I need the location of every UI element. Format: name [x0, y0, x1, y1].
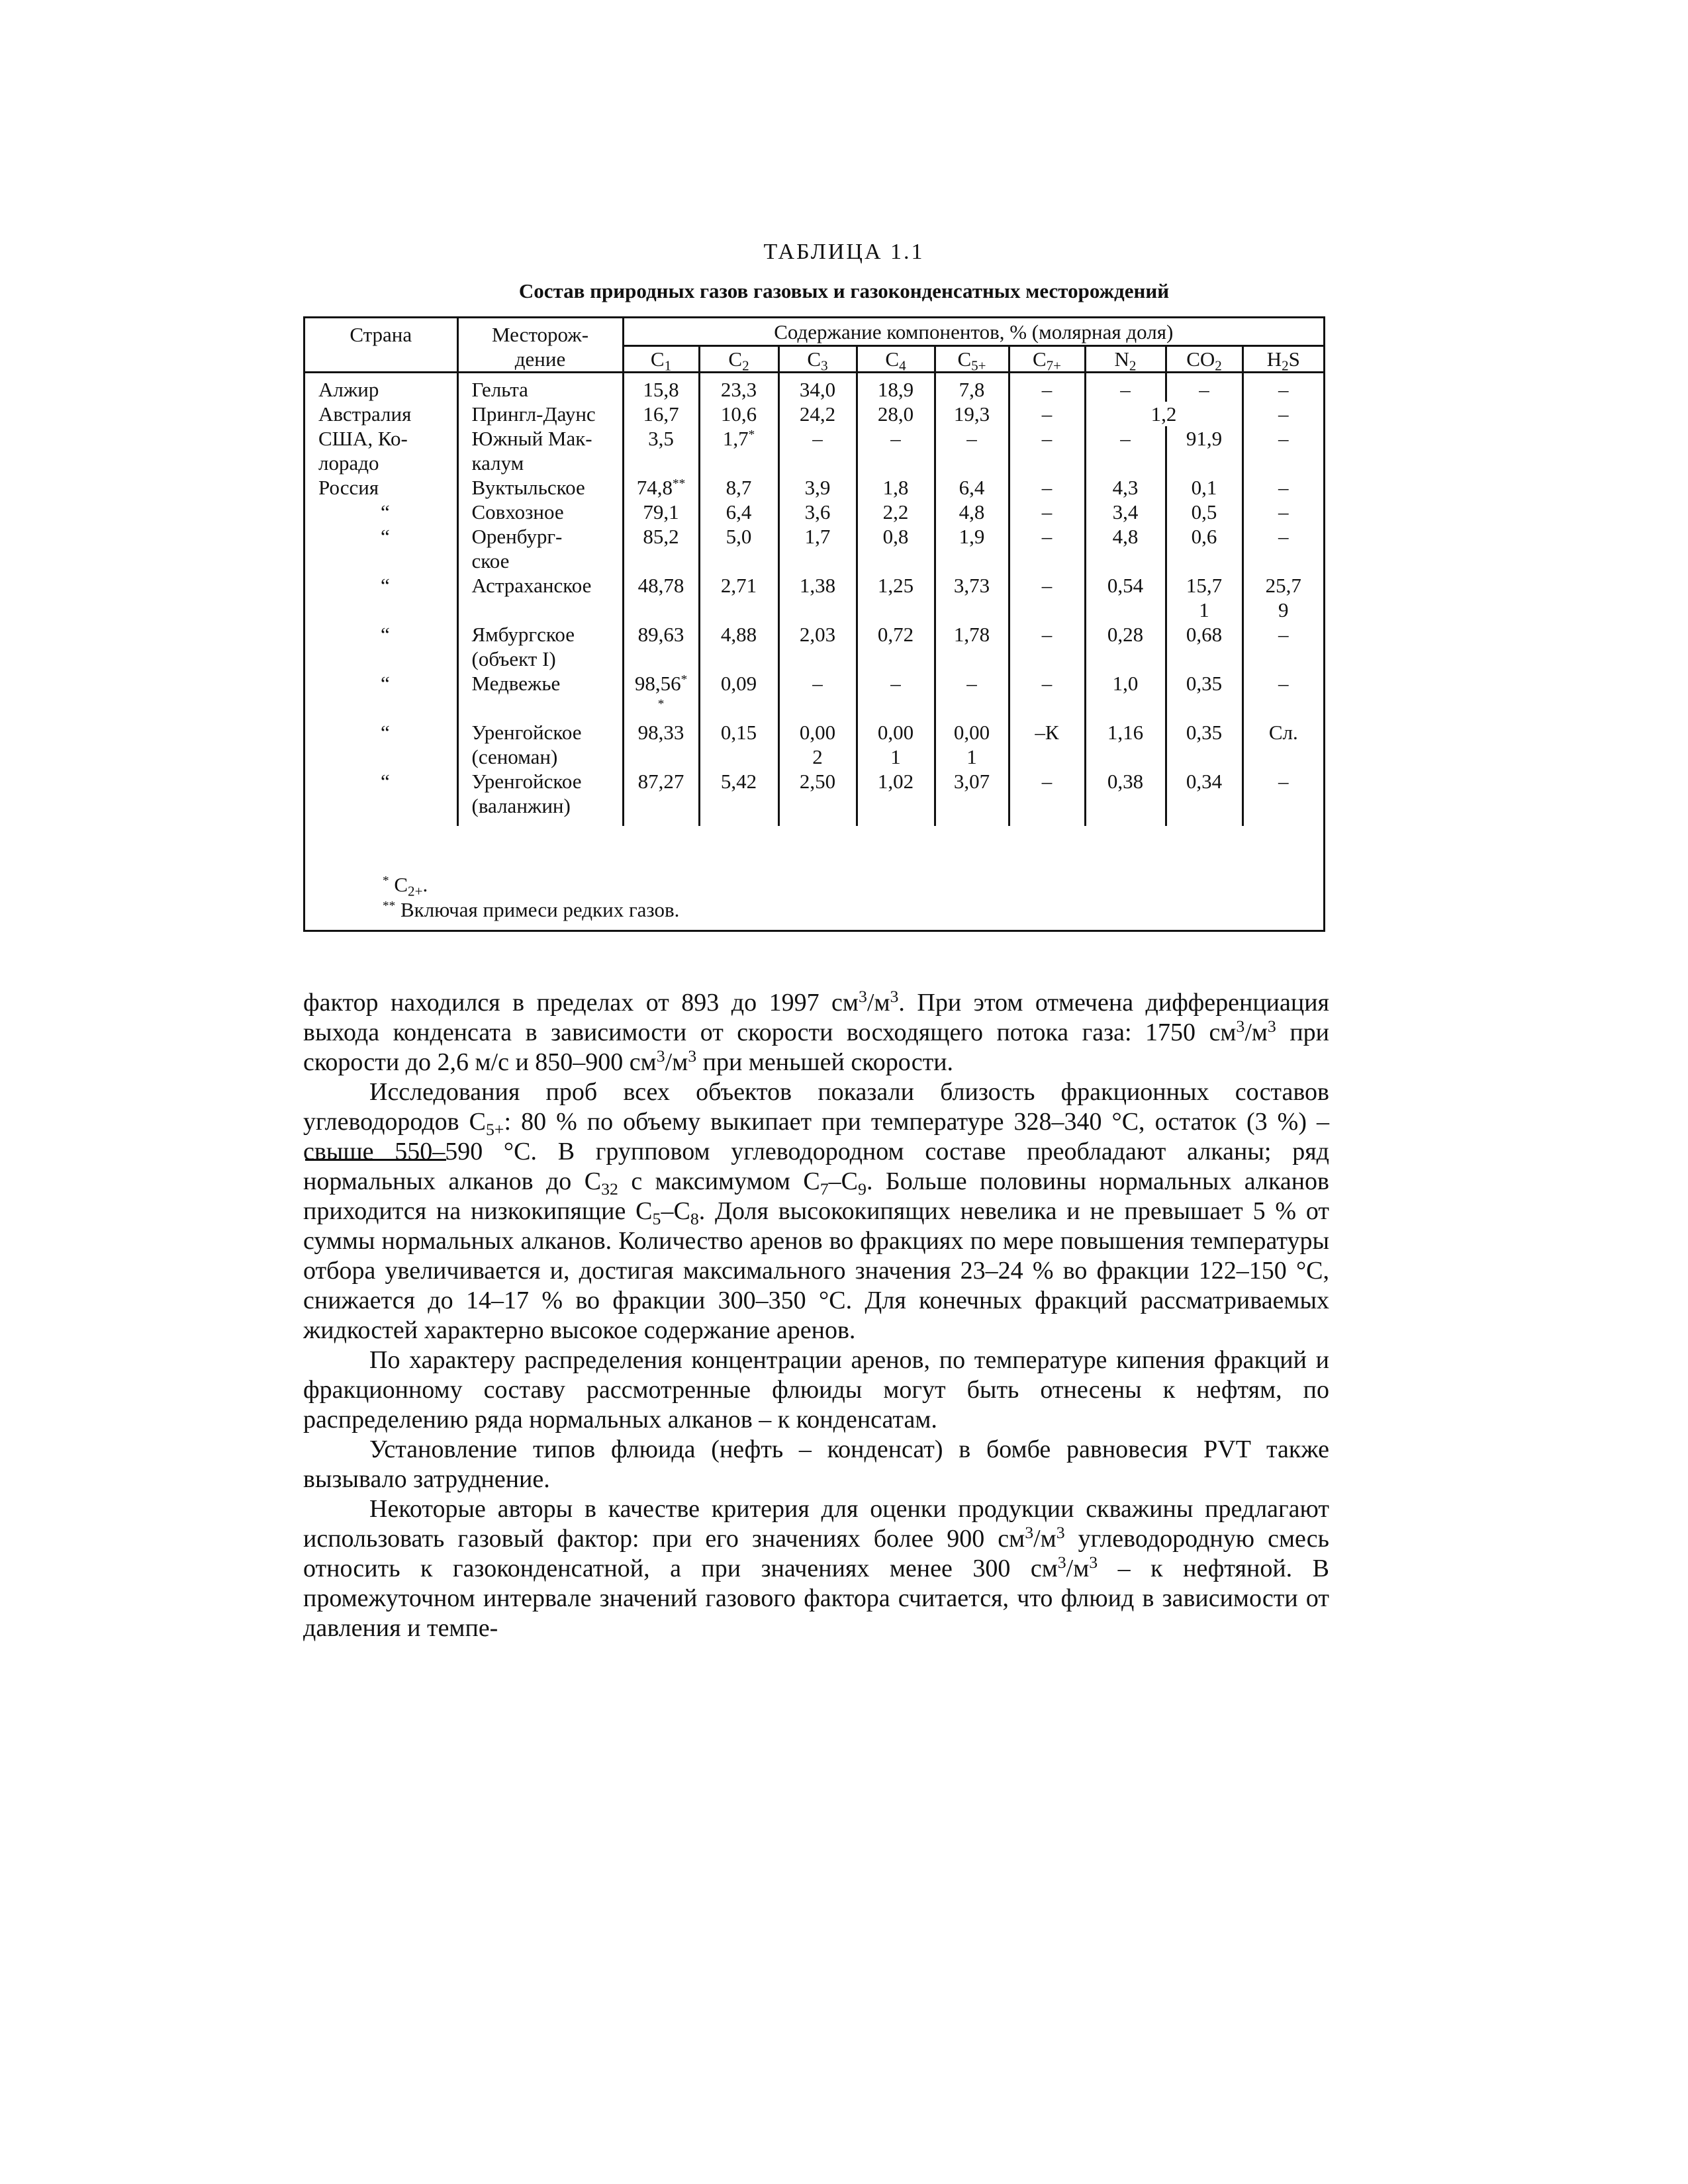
cell-c1: 85,2: [623, 524, 699, 573]
header-field: Месторож- дение: [457, 318, 623, 373]
cell-c5: 1,78: [935, 622, 1009, 671]
cell-c3: 0,00 2: [778, 720, 857, 769]
cell-co2: 0,6: [1166, 524, 1243, 573]
cell-c5: 19,3: [935, 402, 1009, 426]
table-row: [305, 426, 1323, 475]
paragraph: Установление типов флюида (нефть – конденсат) в бомбе равновесия PVT также вызывало затруднение.: [303, 1435, 1329, 1493]
cell-field: Прингл-Даунс: [457, 402, 623, 426]
cell-h2s: –: [1243, 377, 1323, 402]
cell-h2s: –: [1243, 402, 1323, 426]
table-row: [305, 377, 1323, 402]
table-title: Состав природных газов газовых и газоконденсатных месторождений: [518, 279, 1170, 302]
cell-field: Гельта: [457, 377, 623, 402]
cell-c7: –: [1009, 573, 1085, 622]
cell-c4: 28,0: [857, 402, 935, 426]
cell-c4: 1,8: [857, 475, 935, 500]
body-text: [303, 988, 1329, 1643]
footnote-1: * $C_{2+}$.: [383, 873, 428, 899]
table-row: [305, 769, 1323, 818]
cell-c7: –: [1009, 524, 1085, 573]
cell-c1: 16,7: [623, 402, 699, 426]
cell-c7: –К: [1009, 720, 1085, 769]
table-row: [305, 720, 1323, 769]
cell-c1: 48,78: [623, 573, 699, 622]
cell-n2: 4,8: [1085, 524, 1166, 573]
cell-country: Россия: [318, 476, 379, 499]
cell-c7: –: [1009, 769, 1085, 818]
cell-country: “: [381, 574, 390, 597]
table-row: [305, 475, 1323, 500]
paragraph: По характеру распределения концентрации аренов, по температуре кипения фракций и фракционному составу рассмотренные флюиды могут быть отнесены к нефтям, по распределению ряда нормальных алканов – к конденсатам.: [303, 1346, 1329, 1433]
cell-co2: 0,34: [1166, 769, 1243, 818]
cell-n2-co2: 1,2: [1085, 402, 1243, 426]
cell-n2: 0,54: [1085, 573, 1166, 622]
cell-country: “: [381, 770, 390, 793]
cell-n2: 3,4: [1085, 500, 1166, 524]
cell-c3: 2,03: [778, 622, 857, 671]
cell-h2s: –: [1243, 426, 1323, 475]
table-label: ТАБЛИЦА 1.1: [763, 240, 925, 264]
cell-co2: 0,1: [1166, 475, 1243, 500]
cell-co2: –: [1166, 377, 1243, 402]
cell-c3: –: [778, 671, 857, 720]
cell-country: Алжир: [318, 378, 379, 401]
cell-country: “: [381, 500, 390, 523]
header-c7: $C_{7+}$: [1009, 345, 1085, 373]
header-content: Содержание компонентов, % (молярная доля): [623, 318, 1323, 345]
cell-c2: 4,88: [699, 622, 778, 671]
cell-c3: 2,50: [778, 769, 857, 818]
cell-c4: 1,25: [857, 573, 935, 622]
header-c2: $C_2$: [699, 345, 778, 373]
cell-co2: 15,7 1: [1166, 573, 1243, 622]
cell-field: Оренбург- ское: [457, 524, 623, 573]
cell-c7: –: [1009, 426, 1085, 475]
header-c4: $C_4$: [857, 345, 935, 373]
cell-c5: 1,9: [935, 524, 1009, 573]
cell-c2: 1,7*: [699, 426, 778, 475]
cell-c5: 7,8: [935, 377, 1009, 402]
cell-field: Южный Мак- калум: [457, 426, 623, 475]
cell-n2: 0,28: [1085, 622, 1166, 671]
cell-n2: 4,3: [1085, 475, 1166, 500]
cell-c5: 6,4: [935, 475, 1009, 500]
cell-c3: –: [778, 426, 857, 475]
table-row: [305, 622, 1323, 671]
cell-c4: 0,72: [857, 622, 935, 671]
cell-c7: –: [1009, 402, 1085, 426]
cell-c1: 3,5: [623, 426, 699, 475]
header-c3: $C_3$: [778, 345, 857, 373]
cell-c2: 2,71: [699, 573, 778, 622]
cell-c2: 23,3: [699, 377, 778, 402]
cell-country: “: [381, 525, 390, 548]
header-c1: $C_1$: [623, 345, 699, 373]
cell-c2: 5,0: [699, 524, 778, 573]
cell-field: Ямбургское (объект I): [457, 622, 623, 671]
cell-field: Медвежье: [457, 671, 623, 720]
cell-c7: –: [1009, 622, 1085, 671]
paragraph: Некоторые авторы в качестве критерия для оценки продукции скважины предлагают использовать газовый фактор: при его значениях более 900 $см^3/м^3$ углеводородную смесь относить к газоконденсатной, а при значениях менее 300 $см^3/м^3$ – к нефтяной. В промежуточном интервале значений газового фактора считается, что флюид в зависимости от давления и темпе-: [303, 1495, 1330, 1642]
cell-c4: 0,00 1: [857, 720, 935, 769]
cell-c1: 89,63: [623, 622, 699, 671]
cell-c5: 0,00 1: [935, 720, 1009, 769]
cell-field: Совхозное: [457, 500, 623, 524]
cell-country: США, Ко- лорадо: [318, 427, 408, 475]
cell-country: Австралия: [318, 402, 412, 426]
cell-c1: 98,33: [623, 720, 699, 769]
cell-c7: –: [1009, 671, 1085, 720]
cell-c7: –: [1009, 500, 1085, 524]
cell-c4: –: [857, 426, 935, 475]
table-footnotes: [383, 872, 679, 923]
cell-c4: 2,2: [857, 500, 935, 524]
cell-h2s: 25,7 9: [1243, 573, 1323, 622]
cell-c5: –: [935, 426, 1009, 475]
cell-country: “: [381, 623, 390, 646]
cell-c2: 8,7: [699, 475, 778, 500]
cell-co2: 0,35: [1166, 720, 1243, 769]
cell-h2s: –: [1243, 769, 1323, 818]
cell-field: Астраханское: [457, 573, 623, 622]
cell-co2: 0,68: [1166, 622, 1243, 671]
cell-n2: 1,16: [1085, 720, 1166, 769]
cell-c3: 3,6: [778, 500, 857, 524]
cell-c4: 18,9: [857, 377, 935, 402]
header-n2: $N_2$: [1085, 345, 1166, 373]
table-row: [305, 402, 1323, 426]
cell-c5: –: [935, 671, 1009, 720]
cell-c2: 6,4: [699, 500, 778, 524]
composition-table: [303, 316, 1325, 932]
table-row: [305, 524, 1323, 573]
footnote-2: ** Включая примеси редких газов.: [383, 898, 680, 921]
table-row: [305, 500, 1323, 524]
cell-c4: 1,02: [857, 769, 935, 818]
cell-field: Уренгойское (сеноман): [457, 720, 623, 769]
header-country: Страна: [305, 318, 457, 373]
cell-country: “: [381, 672, 390, 695]
table-row: [305, 573, 1323, 622]
cell-n2: 1,0: [1085, 671, 1166, 720]
cell-c7: –: [1009, 377, 1085, 402]
cell-h2s: –: [1243, 622, 1323, 671]
header-h2s: $H_2S$: [1243, 345, 1323, 373]
cell-c5: 3,73: [935, 573, 1009, 622]
paragraph: фактор находился в пределах от 893 до 1997 $см^3/м^3$. При этом отмечена дифференциация выхода конденсата в зависимости от скорости восходящего потока газа: 1750 $см^3/м^3$ при скорости до 2,6 м/с и 850–900 $см^3/м^3$ при меньшей скорости.: [303, 987, 1330, 1076]
cell-h2s: –: [1243, 671, 1323, 720]
cell-c2: 0,15: [699, 720, 778, 769]
cell-country: “: [381, 721, 390, 744]
cell-field: Уренгойское (валанжин): [457, 769, 623, 818]
cell-n2: 0,38: [1085, 769, 1166, 818]
cell-c3: 1,38: [778, 573, 857, 622]
paragraph: Исследования проб всех объектов показали близость фракционных составов углеводородов $C_{5+}$: 80 % по объему выкипает при температуре 328–340 °С, остаток (3 %) – свыше 550–590 °С. В групповом углеводородном составе преобладают алканы; ряд нормальных алканов до $C_{32}$ с максимумом $C_7-C_9$. Больше половины нормальных алканов приходится на низкокипящие $C_5-C_8$. Доля высококипящих невелика и не превышает 5 % от суммы нормальных алканов. Количество аренов во фракциях по мере повышения температуры отбора увеличивается и, достигая максимального значения 23–24 % во фракции 122–150 °С, снижается до 14–17 % во фракции 300–350 °С. Для конечных фракций рассматриваемых жидкостей характерно высокое содержание аренов.: [303, 1078, 1330, 1344]
cell-c3: 3,9: [778, 475, 857, 500]
cell-c1: 98,56* *: [623, 671, 699, 720]
cell-c7: –: [1009, 475, 1085, 500]
cell-n2: –: [1085, 426, 1166, 475]
cell-co2: 0,5: [1166, 500, 1243, 524]
header-co2: $CO_2$: [1166, 345, 1243, 373]
cell-n2: –: [1085, 377, 1166, 402]
cell-c5: 3,07: [935, 769, 1009, 818]
cell-h2s: Сл.: [1243, 720, 1323, 769]
cell-c4: 0,8: [857, 524, 935, 573]
cell-c1: 74,8**: [623, 475, 699, 500]
cell-c2: 10,6: [699, 402, 778, 426]
cell-c2: 5,42: [699, 769, 778, 818]
cell-c3: 24,2: [778, 402, 857, 426]
cell-co2: 91,9: [1166, 426, 1243, 475]
cell-c1: 87,27: [623, 769, 699, 818]
cell-h2s: –: [1243, 475, 1323, 500]
cell-h2s: –: [1243, 524, 1323, 573]
cell-h2s: –: [1243, 500, 1323, 524]
cell-field: Вуктыльское: [457, 475, 623, 500]
cell-c1: 15,8: [623, 377, 699, 402]
cell-c1: 79,1: [623, 500, 699, 524]
table-row: [305, 671, 1323, 720]
cell-c3: 34,0: [778, 377, 857, 402]
cell-c2: 0,09: [699, 671, 778, 720]
cell-c5: 4,8: [935, 500, 1009, 524]
cell-co2: 0,35: [1166, 671, 1243, 720]
header-c5: $C_{5+}$: [935, 345, 1009, 373]
cell-c3: 1,7: [778, 524, 857, 573]
cell-c4: –: [857, 671, 935, 720]
